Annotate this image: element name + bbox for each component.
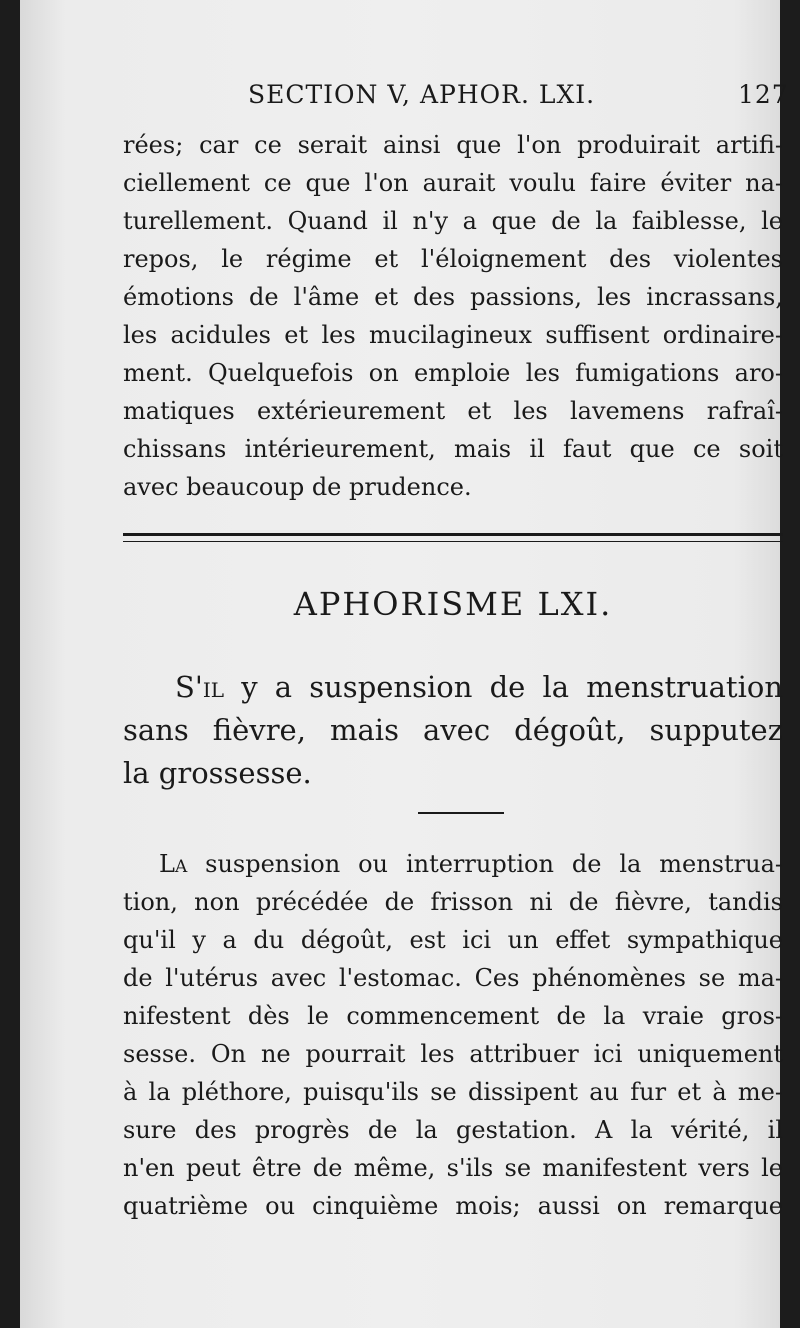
- text-line: chissans intérieurement, mais il faut que ce soit: [123, 435, 783, 463]
- text-line: sure des progrès de la gestation. A la vérité, il: [123, 1116, 783, 1144]
- text-line: avec beaucoup de prudence.: [123, 473, 472, 501]
- book-page: [20, 0, 789, 1328]
- text-line: les acidules et les mucilagineux suffisent ordinaire-: [123, 321, 783, 349]
- text-line: nifestent dès le commencement de la vraie gros-: [123, 1002, 783, 1030]
- text-line: sesse. On ne pourrait les attribuer ici uniquement: [123, 1040, 783, 1068]
- text-line: tion, non précédée de frisson ni de fièvre, tandis: [123, 888, 783, 916]
- drop-initial: S'il: [175, 670, 225, 704]
- text-line: repos, le régime et l'éloignement des violentes: [123, 245, 783, 273]
- text-line: turellement. Quand il n'y a que de la faiblesse, le: [123, 207, 783, 235]
- short-divider-rule: [418, 812, 504, 814]
- aphorism-heading: APHORISME LXI.: [293, 585, 613, 623]
- text-line: à la pléthore, puisqu'ils se dissipent au fur et à me-: [123, 1078, 783, 1106]
- paragraph-initial: La: [159, 850, 188, 878]
- text-line: émotions de l'âme et des passions, les incrassans,: [123, 283, 783, 311]
- text-line: S'il y a suspension de la menstruation: [175, 670, 783, 704]
- running-head-title: SECTION V, APHOR. LXI.: [248, 80, 596, 109]
- commentary-paragraph: [123, 845, 783, 1225]
- page-number: 127: [738, 80, 789, 109]
- text-line: n'en peut être de même, s'ils se manifestent vers le: [123, 1154, 783, 1182]
- text-line: qu'il y a du dégoût, est ici un effet sympathique: [123, 926, 783, 954]
- section-divider-rule: [123, 533, 783, 542]
- text-line: sans fièvre, mais avec dégoût, supputez: [123, 713, 783, 747]
- text-line: ciellement ce que l'on aurait voulu faire éviter na-: [123, 169, 783, 197]
- text-line: rées; car ce serait ainsi que l'on produirait artifi-: [123, 131, 783, 159]
- text-line: matiques extérieurement et les lavemens rafraî-: [123, 397, 783, 425]
- text-line: de l'utérus avec l'estomac. Ces phénomènes se ma-: [123, 964, 783, 992]
- text-line: quatrième ou cinquième mois; aussi on remarque: [123, 1192, 783, 1220]
- running-head: [248, 80, 788, 120]
- aphorism-text: [123, 666, 783, 795]
- text-line: La suspension ou interruption de la menstrua-: [159, 850, 783, 878]
- text-line: ment. Quelquefois on emploie les fumigations aro-: [123, 359, 783, 387]
- commentary-paragraph-continued: [123, 126, 783, 506]
- text-line: la grossesse.: [123, 756, 312, 790]
